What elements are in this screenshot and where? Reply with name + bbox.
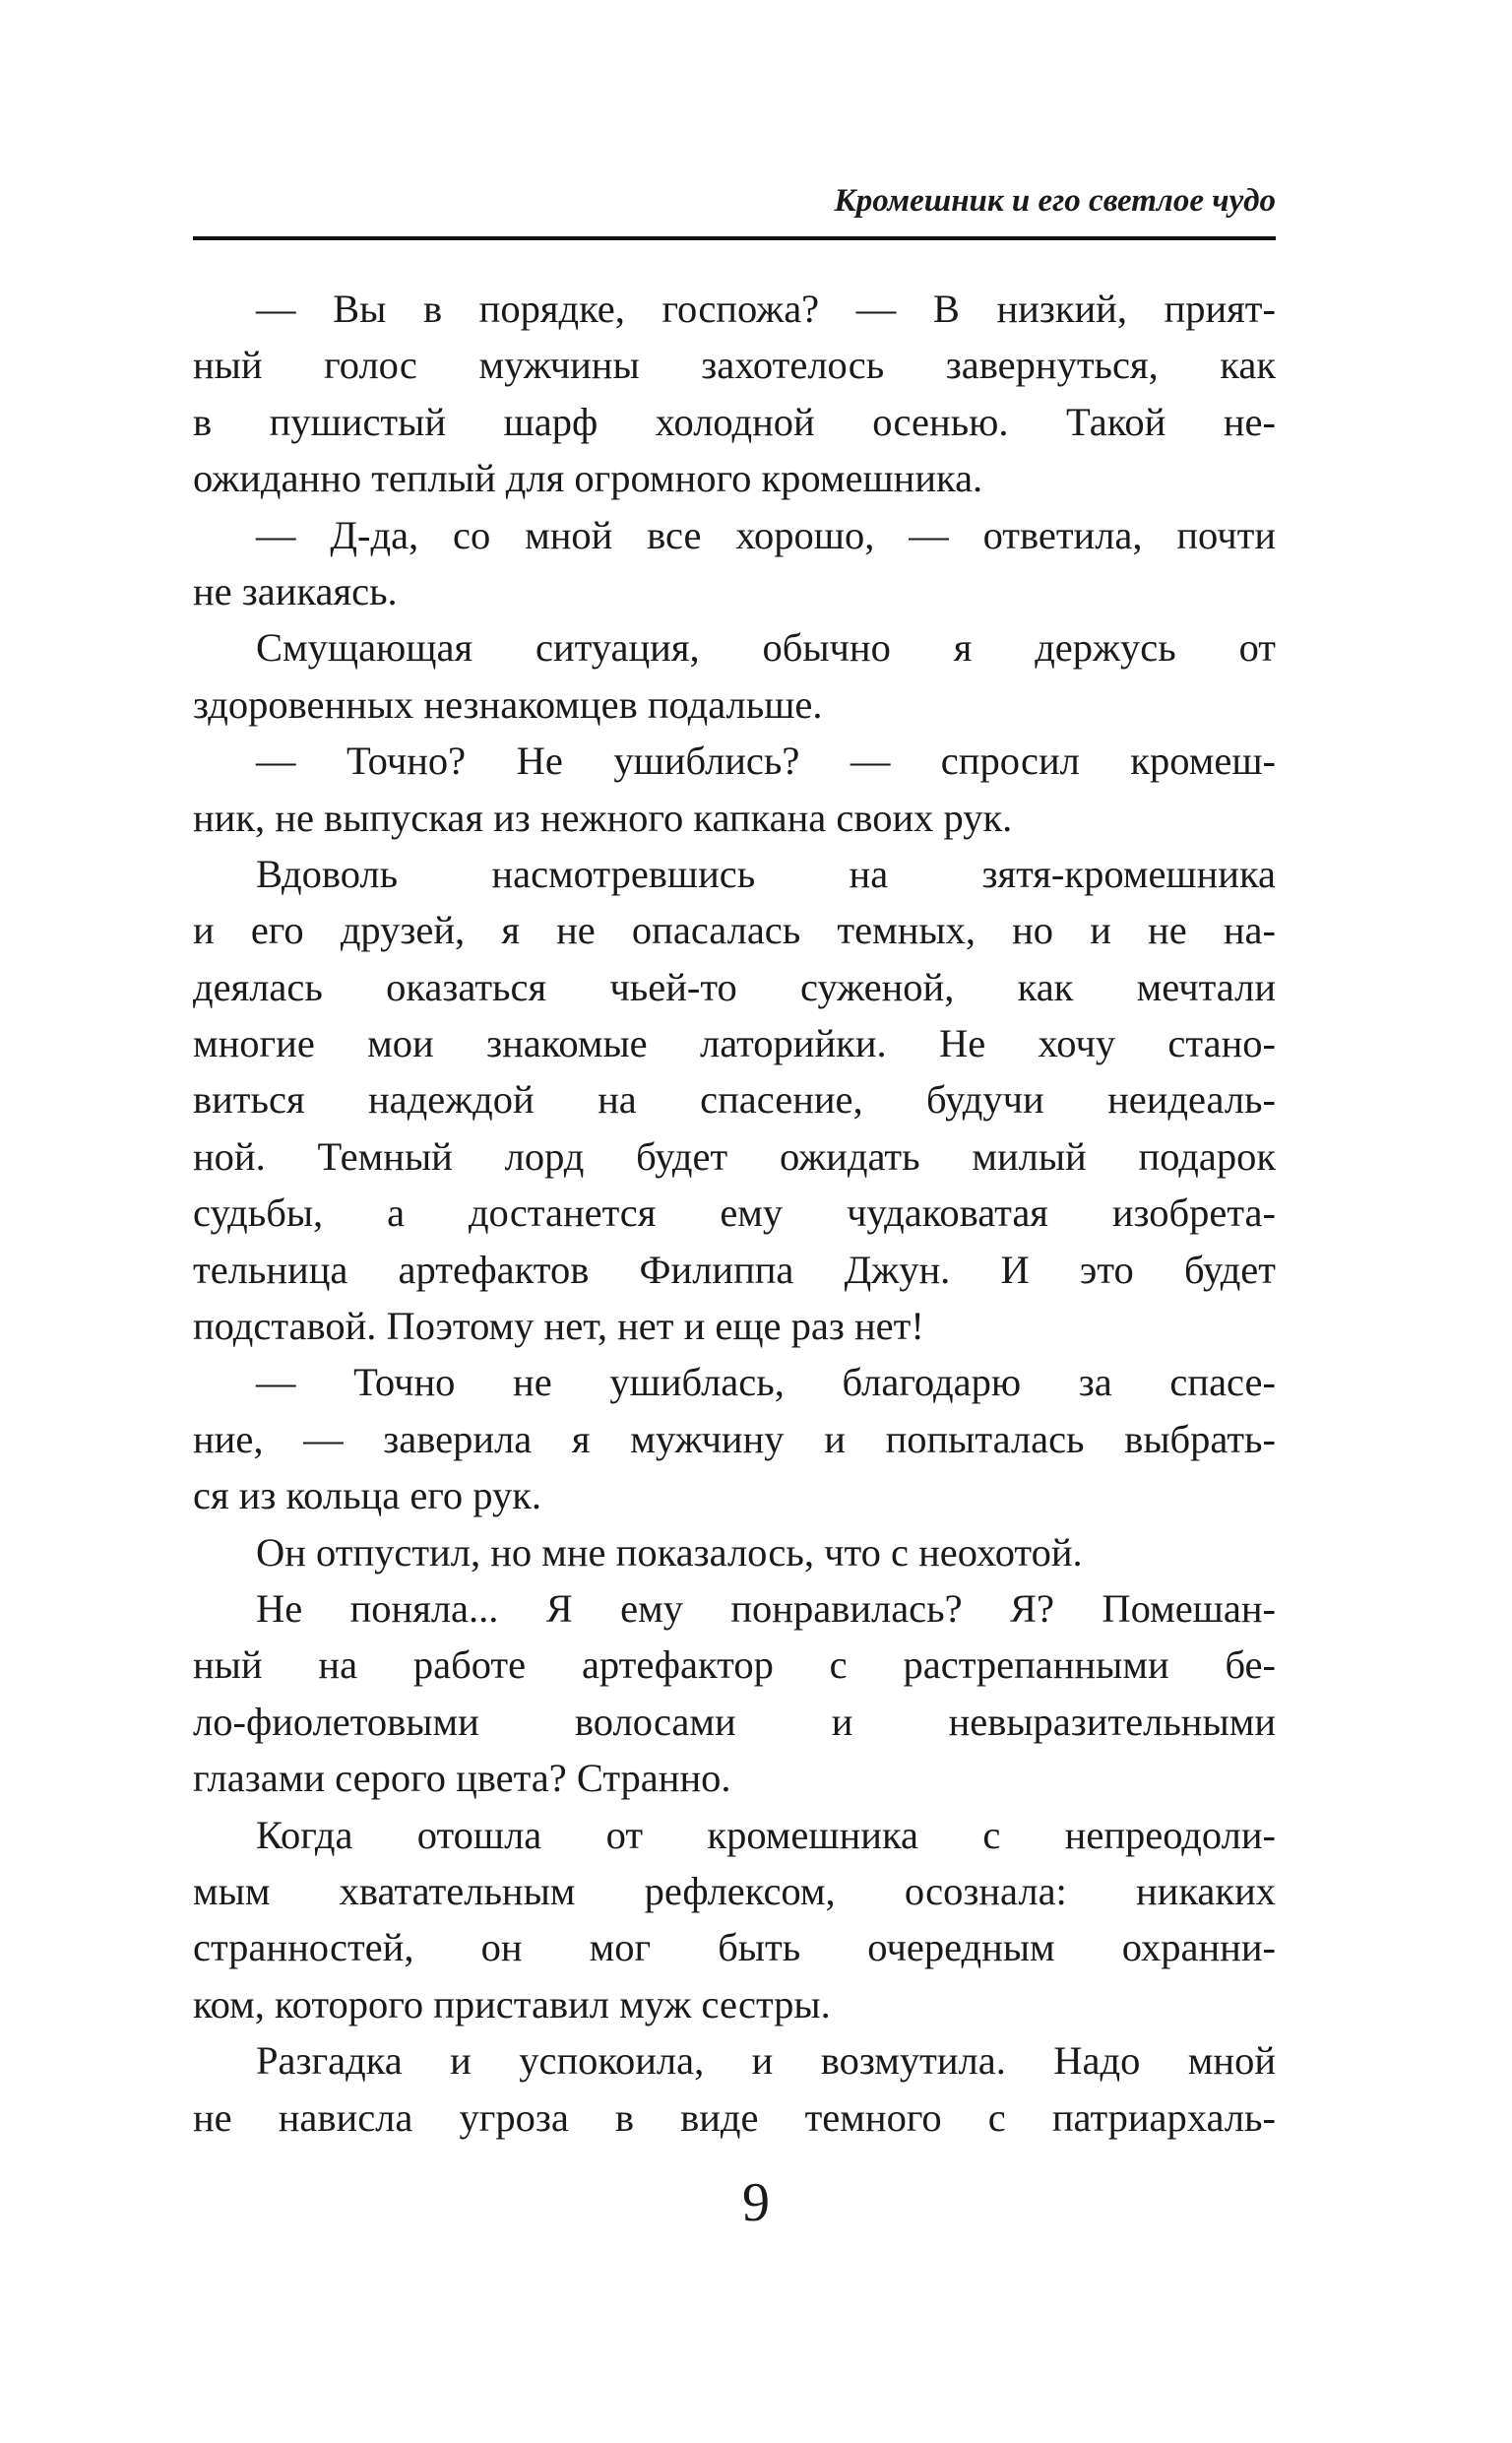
- text-line: в пушистый шарф холодной осенью. Такой не-: [193, 399, 1276, 444]
- text-line: ло-фиолетовыми волосами и невыразительными: [193, 1699, 1276, 1744]
- text-line: Разгадка и успокоила, и возмутила. Надо мной: [256, 2038, 1276, 2084]
- text-line: судьбы, а достанется ему чудаковатая изобрета-: [193, 1190, 1276, 1236]
- text-line: здоровенных незнакомцев подальше.: [193, 681, 823, 727]
- text-line: ной. Темный лорд будет ожидать милый подарок: [193, 1133, 1276, 1179]
- text-line: тельница артефактов Филиппа Джун. И это будет: [193, 1247, 1276, 1292]
- text-line: и его друзей, я не опасалась темных, но и не на-: [193, 908, 1276, 953]
- text-line: ние, — заверила я мужчину и попыталась выбрать-: [193, 1416, 1276, 1461]
- text-line: не нависла угроза в виде темного с патриархаль-: [193, 2094, 1276, 2140]
- text-line: ком, которого приставил муж сестры.: [193, 1981, 831, 2026]
- text-line: подставой. Поэтому нет, нет и еще раз нет!: [193, 1304, 924, 1349]
- text-line: — Точно не ушиблась, благодарю за спасе-: [256, 1360, 1276, 1405]
- text-line: Не поняла... Я ему понравилась? Я? Помешан-: [256, 1585, 1276, 1631]
- text-line: ный на работе артефактор с растрепанными бе-: [193, 1642, 1276, 1688]
- text-line: ожиданно теплый для огромного кромешника.: [193, 456, 983, 501]
- text-line: глазами серого цвета? Странно.: [193, 1756, 731, 1801]
- text-line: многие мои знакомые латорийки. Не хочу стано-: [193, 1021, 1276, 1066]
- header-rule: [193, 236, 1276, 240]
- text-line: мым хватательным рефлексом, осознала: никаких: [193, 1868, 1276, 1913]
- text-line: Он отпустил, но мне показалось, что с неохотой.: [256, 1529, 1083, 1575]
- page-body-text: [193, 281, 1276, 2146]
- text-line: Когда отошла от кромешника с непреодоли-: [256, 1812, 1276, 1857]
- text-line: ся из кольца его рук.: [193, 1473, 542, 1518]
- page-number: 9: [742, 2172, 770, 2233]
- text-line: виться надеждой на спасение, будучи неидеаль-: [193, 1077, 1276, 1123]
- text-line: странностей, он мог быть очередным охранни-: [193, 1925, 1276, 1970]
- text-line: — Точно? Не ушиблись? — спросил кромеш-: [256, 739, 1276, 784]
- text-line: не заикаясь.: [193, 568, 398, 613]
- text-line: — Д-да, со мной все хорошо, — ответила, почти: [256, 512, 1276, 557]
- text-line: ный голос мужчины захотелось завернуться, как: [193, 343, 1276, 388]
- text-line: ник, не выпуская из нежного капкана своих рук.: [193, 795, 1013, 840]
- text-line: Вдоволь насмотревшись на зятя-кромешника: [256, 851, 1276, 896]
- text-line: деялась оказаться чьей-то суженой, как мечтали: [193, 964, 1276, 1009]
- text-line: — Вы в порядке, госпожа? — В низкий, прият-: [256, 287, 1276, 331]
- text-line: Смущающая ситуация, обычно я держусь от: [256, 625, 1276, 671]
- running-header: Кромешник и его светлое чудо: [834, 183, 1276, 219]
